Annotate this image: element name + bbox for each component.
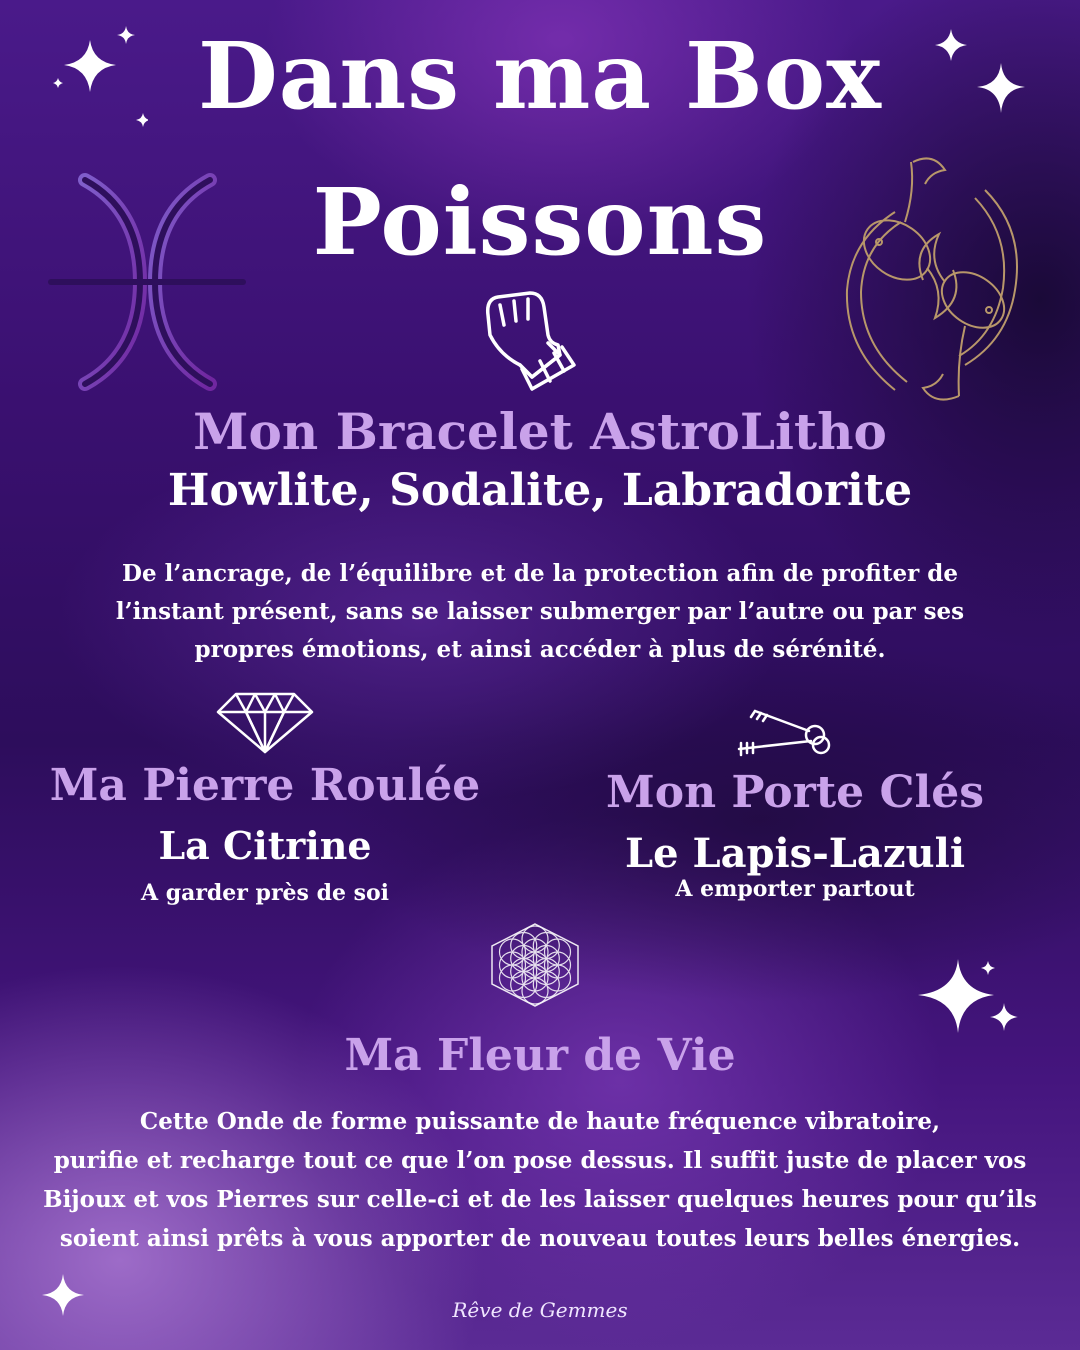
pierre-note: A garder près de soi (140, 880, 390, 906)
diamond-icon (214, 690, 316, 756)
keys-icon (735, 705, 835, 763)
fleur-description (40, 1102, 1040, 1258)
bracelet-stones: Howlite, Sodalite, Labradorite (167, 465, 913, 516)
fleur-description-line: Cette Onde de forme puissante de haute fréquence vibratoire, (139, 1108, 941, 1135)
title-line-1: Dans ma Box (197, 22, 883, 130)
pierre-heading: Ma Pierre Roulée (49, 760, 481, 811)
brand-signature: Rêve de Gemmes (452, 1298, 628, 1322)
title-line-2: Poissons (312, 168, 768, 276)
bracelet-description-line: l’instant présent, sans se laisser submerger par l’autre ou par ses (115, 598, 965, 625)
fleur-heading: Ma Fleur de Vie (344, 1030, 736, 1081)
pierre-name: La Citrine (158, 823, 372, 868)
bracelet-heading: Mon Bracelet AstroLitho (193, 402, 887, 461)
bracelet-hand-icon (470, 285, 582, 395)
fleur-description-line: purifie et recharge tout ce que l’on pose dessus. Il suffit juste de placer vos (53, 1147, 1027, 1174)
fleur-description-line: soient ainsi prêts à vous apporter de nouveau toutes leurs belles énergies. (59, 1225, 1021, 1252)
fleur-description-line: Bijoux et vos Pierres sur celle-ci et de les laisser quelques heures pour qu’ils (43, 1186, 1037, 1213)
porte-cles-heading: Mon Porte Clés (606, 767, 984, 818)
bracelet-description-line: De l’ancrage, de l’équilibre et de la protection afin de profiter de (122, 560, 958, 587)
porte-cles-note: A emporter partout (675, 876, 915, 902)
bracelet-description (90, 555, 990, 669)
flower-of-life-icon (488, 922, 582, 1008)
bracelet-description-line: propres émotions, et ainsi accéder à plus de sérénité. (194, 636, 886, 663)
porte-cles-name: Le Lapis-Lazuli (624, 830, 966, 877)
